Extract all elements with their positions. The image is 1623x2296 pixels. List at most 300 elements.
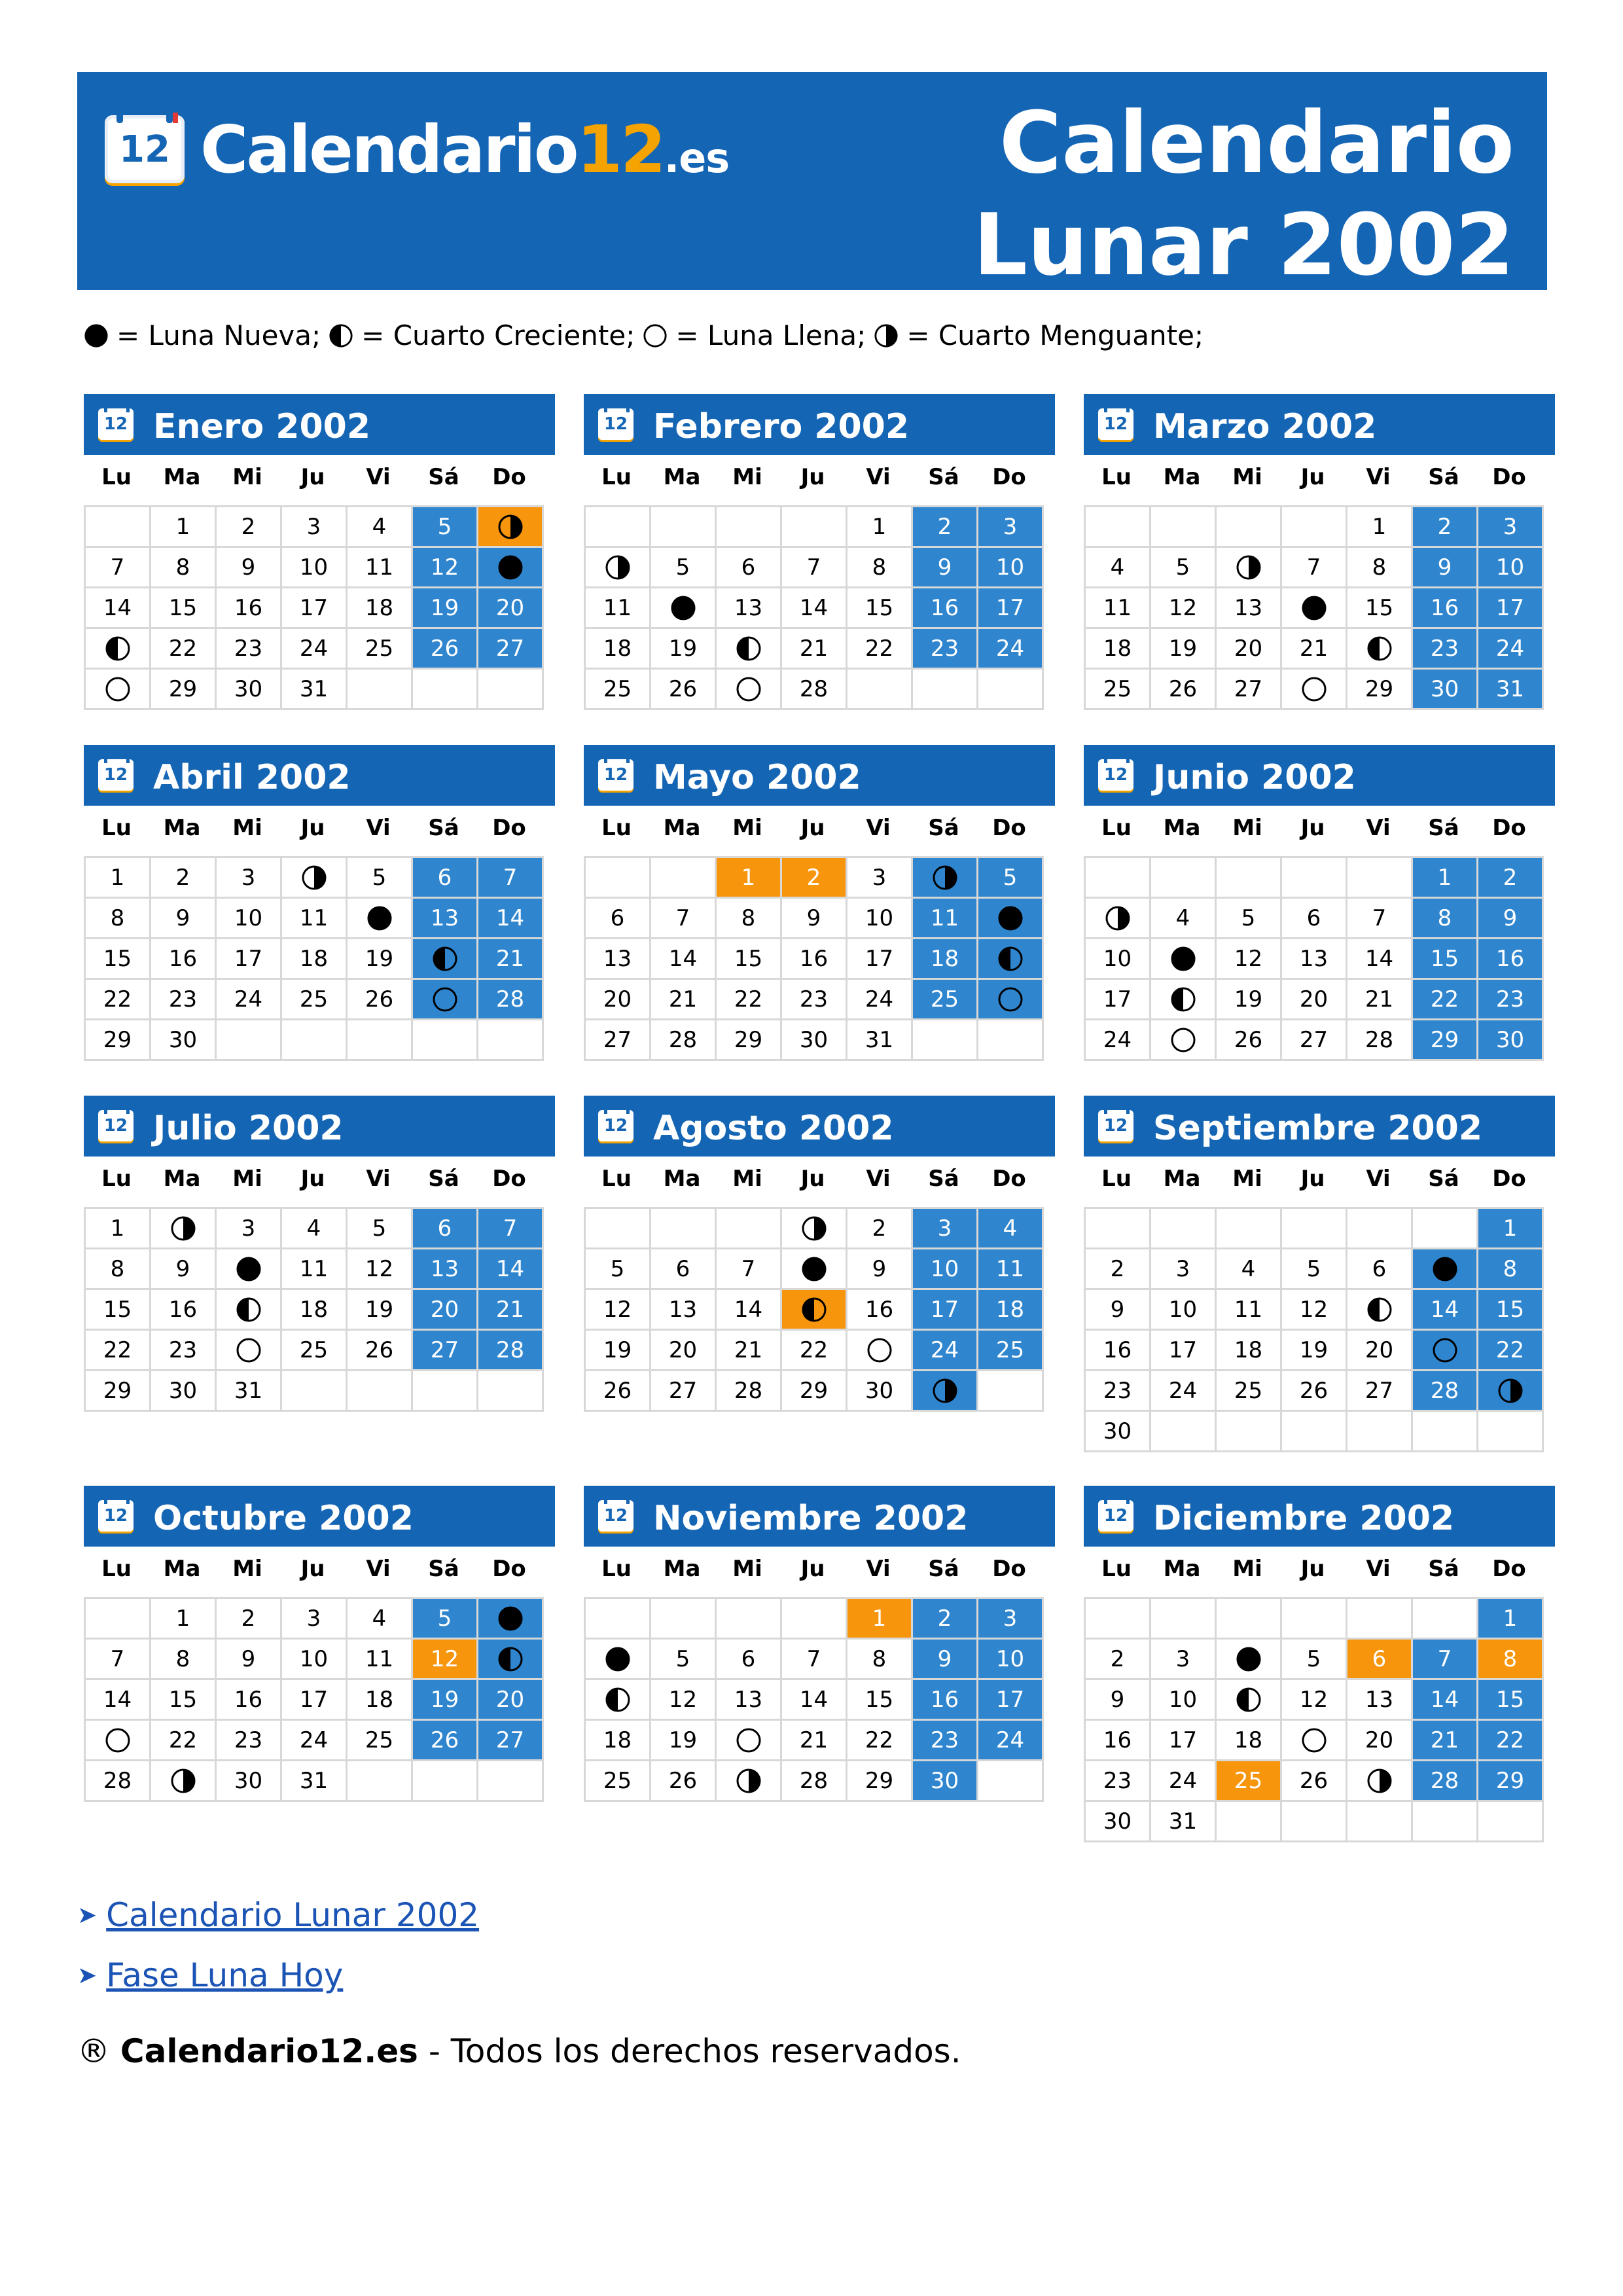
day-cell: 22 — [151, 1721, 217, 1761]
day-cell: 16 — [217, 588, 282, 629]
day-cell — [586, 1640, 651, 1680]
month-calendar — [1084, 1096, 1555, 1452]
weekday-label: Sá — [1428, 1166, 1459, 1192]
day-cell: 2 — [217, 1599, 282, 1640]
day-cell: 13 — [1217, 588, 1282, 629]
full-moon-icon — [643, 323, 668, 348]
day-cell: 30 — [1086, 1412, 1151, 1452]
weekday-label: Sá — [428, 815, 459, 841]
weekday-label: Sá — [428, 1556, 459, 1582]
day-cell: 17 — [978, 588, 1044, 629]
month-header — [584, 1486, 1055, 1547]
day-cell: 26 — [1282, 1761, 1347, 1802]
day-cell: 26 — [348, 1331, 413, 1371]
weekday-label: Mi — [232, 815, 262, 841]
new-moon-icon — [236, 1256, 262, 1282]
empty-day-cell — [1217, 507, 1282, 548]
weekday-label: Mi — [232, 464, 262, 490]
day-cell — [1282, 1721, 1347, 1761]
weekday-label: Lu — [1101, 815, 1132, 841]
month-calendar — [1084, 1486, 1555, 1842]
day-cell: 8 — [847, 1640, 913, 1680]
empty-day-cell — [1413, 1599, 1478, 1640]
weekday-label: Sá — [428, 1166, 459, 1192]
weekday-label: Do — [492, 464, 526, 490]
day-cell: 9 — [782, 899, 847, 939]
day-cell: 12 — [413, 548, 478, 588]
empty-day-cell — [282, 1371, 348, 1412]
last-moon-icon — [736, 1768, 762, 1794]
day-cell: 14 — [782, 1680, 847, 1721]
day-cell: 31 — [282, 670, 348, 710]
day-cell: 1 — [717, 858, 782, 899]
day-cell: 21 — [478, 1290, 544, 1331]
day-cell: 27 — [1282, 1020, 1347, 1061]
day-cell: 11 — [978, 1249, 1044, 1290]
day-cell: 7 — [86, 548, 151, 588]
day-cell: 26 — [413, 1721, 478, 1761]
month-header — [1084, 745, 1555, 806]
empty-day-cell — [586, 858, 651, 899]
day-cell: 9 — [151, 899, 217, 939]
empty-day-cell — [978, 1371, 1044, 1412]
day-cell: 6 — [413, 858, 478, 899]
day-cell: 26 — [1217, 1020, 1282, 1061]
day-cell: 11 — [348, 548, 413, 588]
first-moon-icon — [105, 636, 131, 662]
weekday-label: Ma — [1163, 815, 1201, 841]
day-cell: 29 — [1478, 1761, 1544, 1802]
new-moon-icon — [1432, 1256, 1458, 1282]
day-cell: 15 — [847, 588, 913, 629]
empty-day-cell — [1413, 1412, 1478, 1452]
day-cell — [586, 1680, 651, 1721]
day-cell: 20 — [1282, 980, 1347, 1020]
empty-day-cell — [586, 1209, 651, 1249]
day-cell: 17 — [1478, 588, 1544, 629]
day-cell: 29 — [1413, 1020, 1478, 1061]
weekday-label: Vi — [1366, 464, 1391, 490]
empty-day-cell — [913, 1020, 978, 1061]
day-cell: 11 — [282, 1249, 348, 1290]
day-cell: 26 — [348, 980, 413, 1020]
month-grid — [1084, 1207, 1544, 1452]
empty-day-cell — [1347, 1412, 1413, 1452]
day-cell: 2 — [217, 507, 282, 548]
day-cell: 18 — [978, 1290, 1044, 1331]
day-cell: 19 — [651, 629, 717, 670]
day-cell: 28 — [478, 1331, 544, 1371]
arrow-icon: ➤ — [77, 1901, 98, 1929]
day-cell: 29 — [86, 1371, 151, 1412]
weekday-label: Ju — [300, 815, 325, 841]
day-cell: 2 — [1086, 1249, 1151, 1290]
calendar-icon: 12 — [598, 759, 633, 791]
day-cell: 22 — [86, 980, 151, 1020]
empty-day-cell — [413, 1020, 478, 1061]
empty-day-cell — [1217, 1599, 1282, 1640]
weekday-label: Do — [992, 464, 1026, 490]
day-cell: 1 — [86, 858, 151, 899]
day-cell: 1 — [151, 1599, 217, 1640]
day-cell: 17 — [282, 1680, 348, 1721]
month-header — [84, 745, 555, 806]
weekday-label: Ma — [663, 815, 701, 841]
weekday-label: Vi — [366, 1166, 391, 1192]
new-moon-icon — [997, 905, 1024, 931]
calendar-icon: 12 — [98, 408, 134, 440]
empty-day-cell — [1217, 858, 1282, 899]
day-cell: 24 — [282, 1721, 348, 1761]
day-cell — [913, 858, 978, 899]
month-header — [1084, 1486, 1555, 1547]
weekday-label: Ma — [663, 1556, 701, 1582]
day-cell: 25 — [913, 980, 978, 1020]
month-calendar — [584, 1486, 1055, 1802]
day-cell: 17 — [1086, 980, 1151, 1020]
legend-label: = Luna Llena; — [675, 319, 866, 351]
day-cell: 2 — [913, 1599, 978, 1640]
day-cell: 17 — [282, 588, 348, 629]
month-title: Abril 2002 — [153, 758, 351, 797]
last-moon-icon — [874, 323, 899, 348]
day-cell: 2 — [847, 1209, 913, 1249]
day-cell: 21 — [478, 939, 544, 980]
moon-phase-legend — [84, 319, 1211, 351]
empty-day-cell — [217, 1020, 282, 1061]
day-cell: 20 — [651, 1331, 717, 1371]
day-cell: 10 — [282, 548, 348, 588]
empty-day-cell — [1478, 1802, 1544, 1842]
logo-name: Calendario — [200, 111, 577, 188]
day-cell: 7 — [651, 899, 717, 939]
day-cell: 6 — [1282, 899, 1347, 939]
full-moon-icon — [105, 676, 131, 702]
legend-item-first — [329, 319, 635, 351]
month-header — [84, 1486, 555, 1547]
month-title: Septiembre 2002 — [1153, 1109, 1483, 1148]
day-cell: 9 — [913, 548, 978, 588]
day-cell: 12 — [1282, 1680, 1347, 1721]
day-cell: 16 — [847, 1290, 913, 1331]
weekday-label: Do — [1492, 1556, 1526, 1582]
month-grid — [1084, 1597, 1544, 1842]
day-cell — [1217, 1640, 1282, 1680]
day-cell: 3 — [1478, 507, 1544, 548]
day-cell: 28 — [86, 1761, 151, 1802]
day-cell: 23 — [217, 1721, 282, 1761]
day-cell: 7 — [782, 1640, 847, 1680]
day-cell: 8 — [86, 899, 151, 939]
day-cell: 7 — [1347, 899, 1413, 939]
day-cell: 22 — [151, 629, 217, 670]
day-cell: 19 — [1151, 629, 1217, 670]
day-cell — [1151, 1020, 1217, 1061]
day-cell: 15 — [151, 1680, 217, 1721]
weekday-label: Sá — [928, 815, 959, 841]
day-cell: 8 — [847, 548, 913, 588]
weekday-label: Mi — [1232, 1556, 1262, 1582]
day-cell — [1347, 1761, 1413, 1802]
empty-day-cell — [1413, 1802, 1478, 1842]
month-grid — [1084, 856, 1544, 1061]
weekday-label: Sá — [1428, 1556, 1459, 1582]
weekday-header-row — [584, 808, 1055, 848]
day-cell: 14 — [1347, 939, 1413, 980]
day-cell — [978, 899, 1044, 939]
day-cell — [717, 1721, 782, 1761]
calendar-icon: 12 — [598, 408, 633, 440]
day-cell — [978, 939, 1044, 980]
day-cell: 3 — [978, 1599, 1044, 1640]
day-cell: 30 — [913, 1761, 978, 1802]
day-cell: 5 — [1282, 1640, 1347, 1680]
weekday-label: Ju — [300, 1556, 325, 1582]
day-cell: 19 — [348, 939, 413, 980]
empty-day-cell — [717, 1209, 782, 1249]
day-cell: 17 — [1151, 1331, 1217, 1371]
day-cell: 30 — [217, 670, 282, 710]
month-grid — [1084, 505, 1544, 710]
day-cell: 11 — [1217, 1290, 1282, 1331]
day-cell: 23 — [782, 980, 847, 1020]
day-cell: 11 — [913, 899, 978, 939]
weekday-label: Sá — [1428, 464, 1459, 490]
day-cell: 28 — [717, 1371, 782, 1412]
weekday-label: Vi — [1366, 1166, 1391, 1192]
day-cell: 20 — [1347, 1331, 1413, 1371]
weekday-label: Ma — [663, 464, 701, 490]
new-moon-icon — [366, 905, 393, 931]
last-moon-icon — [170, 1768, 196, 1794]
day-cell — [478, 507, 544, 548]
day-cell: 1 — [1478, 1209, 1544, 1249]
month-calendar — [84, 745, 555, 1061]
day-cell: 13 — [586, 939, 651, 980]
empty-day-cell — [1413, 1209, 1478, 1249]
weekday-label: Lu — [1101, 1166, 1132, 1192]
day-cell: 13 — [1347, 1680, 1413, 1721]
empty-day-cell — [1151, 1412, 1217, 1452]
empty-day-cell — [978, 1761, 1044, 1802]
empty-day-cell — [1347, 858, 1413, 899]
day-cell: 20 — [478, 588, 544, 629]
day-cell: 21 — [717, 1331, 782, 1371]
day-cell — [348, 899, 413, 939]
full-moon-icon — [736, 1727, 762, 1753]
day-cell: 14 — [1413, 1680, 1478, 1721]
empty-day-cell — [586, 507, 651, 548]
weekday-label: Do — [992, 815, 1026, 841]
first-moon-icon — [605, 1687, 631, 1713]
day-cell: 10 — [1086, 939, 1151, 980]
calendar-icon: 12 — [98, 1110, 134, 1141]
last-moon-icon — [1105, 905, 1131, 931]
last-moon-icon — [932, 865, 958, 891]
day-cell: 20 — [1347, 1721, 1413, 1761]
weekday-header-row — [1084, 808, 1555, 848]
day-cell — [1151, 980, 1217, 1020]
month-grid — [84, 505, 544, 710]
weekday-label: Lu — [1101, 1556, 1132, 1582]
day-cell — [413, 939, 478, 980]
day-cell: 27 — [651, 1371, 717, 1412]
day-cell: 17 — [1151, 1721, 1217, 1761]
day-cell: 3 — [282, 1599, 348, 1640]
month-calendar — [584, 394, 1055, 710]
weekday-label: Ju — [800, 464, 825, 490]
day-cell — [1413, 1331, 1478, 1371]
month-header — [84, 394, 555, 455]
day-cell: 1 — [86, 1209, 151, 1249]
day-cell: 30 — [1413, 670, 1478, 710]
first-moon-icon — [801, 1297, 827, 1323]
legend-item-last — [874, 319, 1204, 351]
first-moon-icon — [1236, 1687, 1262, 1713]
day-cell: 2 — [1413, 507, 1478, 548]
weekday-label: Do — [992, 1166, 1026, 1192]
full-moon-icon — [1301, 1727, 1327, 1753]
calendar-icon: 12 — [105, 115, 185, 183]
day-cell: 16 — [151, 1290, 217, 1331]
day-cell: 28 — [478, 980, 544, 1020]
day-cell — [586, 548, 651, 588]
day-cell: 16 — [1086, 1721, 1151, 1761]
day-cell: 29 — [782, 1371, 847, 1412]
weekday-label: Ma — [1163, 1556, 1201, 1582]
day-cell: 15 — [151, 588, 217, 629]
weekday-header-row — [584, 457, 1055, 497]
day-cell: 22 — [1413, 980, 1478, 1020]
month-title: Noviembre 2002 — [653, 1499, 969, 1538]
empty-day-cell — [651, 1599, 717, 1640]
day-cell: 16 — [913, 588, 978, 629]
day-cell: 23 — [151, 1331, 217, 1371]
weekday-label: Vi — [866, 815, 891, 841]
day-cell: 4 — [282, 1209, 348, 1249]
day-cell: 18 — [586, 1721, 651, 1761]
day-cell: 3 — [847, 858, 913, 899]
month-grid — [584, 505, 1044, 710]
day-cell: 18 — [282, 1290, 348, 1331]
weekday-label: Do — [1492, 464, 1526, 490]
day-cell: 24 — [1478, 629, 1544, 670]
month-header — [584, 1096, 1055, 1157]
weekday-label: Ju — [1300, 1166, 1325, 1192]
day-cell: 25 — [1217, 1371, 1282, 1412]
weekday-label: Ma — [1163, 464, 1201, 490]
empty-day-cell — [978, 1020, 1044, 1061]
day-cell: 24 — [847, 980, 913, 1020]
day-cell: 25 — [1217, 1761, 1282, 1802]
day-cell: 10 — [217, 899, 282, 939]
last-moon-icon — [932, 1378, 958, 1404]
page-title — [973, 92, 1514, 296]
day-cell: 13 — [1282, 939, 1347, 980]
last-moon-icon — [1497, 1378, 1524, 1404]
empty-day-cell — [1086, 858, 1151, 899]
day-cell: 18 — [1217, 1721, 1282, 1761]
day-cell — [717, 1761, 782, 1802]
day-cell: 5 — [348, 1209, 413, 1249]
day-cell: 29 — [86, 1020, 151, 1061]
month-grid — [84, 1597, 544, 1802]
first-moon-icon — [736, 636, 762, 662]
empty-day-cell — [1282, 1209, 1347, 1249]
day-cell — [1347, 629, 1413, 670]
empty-day-cell — [478, 1371, 544, 1412]
day-cell: 29 — [151, 670, 217, 710]
day-cell: 13 — [651, 1290, 717, 1331]
weekday-label: Ju — [1300, 1556, 1325, 1582]
day-cell: 23 — [217, 629, 282, 670]
full-moon-icon — [432, 986, 458, 1013]
day-cell: 23 — [151, 980, 217, 1020]
month-calendar — [84, 394, 555, 710]
empty-day-cell — [1282, 1599, 1347, 1640]
day-cell: 12 — [651, 1680, 717, 1721]
month-grid — [84, 856, 544, 1061]
day-cell: 28 — [651, 1020, 717, 1061]
empty-day-cell — [1282, 858, 1347, 899]
new-moon-icon — [84, 323, 109, 348]
day-cell: 26 — [1151, 670, 1217, 710]
weekday-label: Vi — [366, 815, 391, 841]
weekday-label: Ma — [663, 1166, 701, 1192]
weekday-label: Lu — [601, 1166, 632, 1192]
day-cell — [717, 670, 782, 710]
day-cell: 5 — [1217, 899, 1282, 939]
day-cell: 6 — [413, 1209, 478, 1249]
link-item — [77, 1885, 479, 1945]
registered-symbol: ® — [77, 2032, 110, 2070]
day-cell: 14 — [782, 588, 847, 629]
weekday-header-row — [84, 457, 555, 497]
day-cell: 5 — [413, 507, 478, 548]
day-cell: 25 — [978, 1331, 1044, 1371]
link-calendario-lunar[interactable]: Calendario Lunar 2002 — [106, 1896, 480, 1934]
day-cell: 22 — [847, 1721, 913, 1761]
site-logo[interactable] — [105, 110, 729, 188]
day-cell: 15 — [86, 1290, 151, 1331]
day-cell — [478, 1640, 544, 1680]
day-cell: 3 — [1151, 1640, 1217, 1680]
empty-day-cell — [847, 670, 913, 710]
weekday-label: Ju — [800, 1556, 825, 1582]
month-title: Octubre 2002 — [153, 1499, 414, 1538]
day-cell: 16 — [151, 939, 217, 980]
day-cell: 16 — [1478, 939, 1544, 980]
day-cell: 30 — [151, 1371, 217, 1412]
day-cell: 26 — [413, 629, 478, 670]
empty-day-cell — [413, 1761, 478, 1802]
weekday-label: Ju — [300, 464, 325, 490]
weekday-label: Sá — [928, 464, 959, 490]
day-cell: 6 — [717, 1640, 782, 1680]
empty-day-cell — [1086, 1209, 1151, 1249]
weekday-label: Vi — [366, 464, 391, 490]
day-cell: 9 — [913, 1640, 978, 1680]
day-cell: 25 — [282, 980, 348, 1020]
day-cell: 16 — [782, 939, 847, 980]
day-cell: 6 — [1347, 1249, 1413, 1290]
month-title: Febrero 2002 — [653, 407, 910, 446]
day-cell: 7 — [1413, 1640, 1478, 1680]
link-fase-luna-hoy[interactable]: Fase Luna Hoy — [106, 1956, 344, 1994]
day-cell: 24 — [1151, 1761, 1217, 1802]
day-cell: 23 — [913, 1721, 978, 1761]
day-cell: 24 — [1151, 1371, 1217, 1412]
